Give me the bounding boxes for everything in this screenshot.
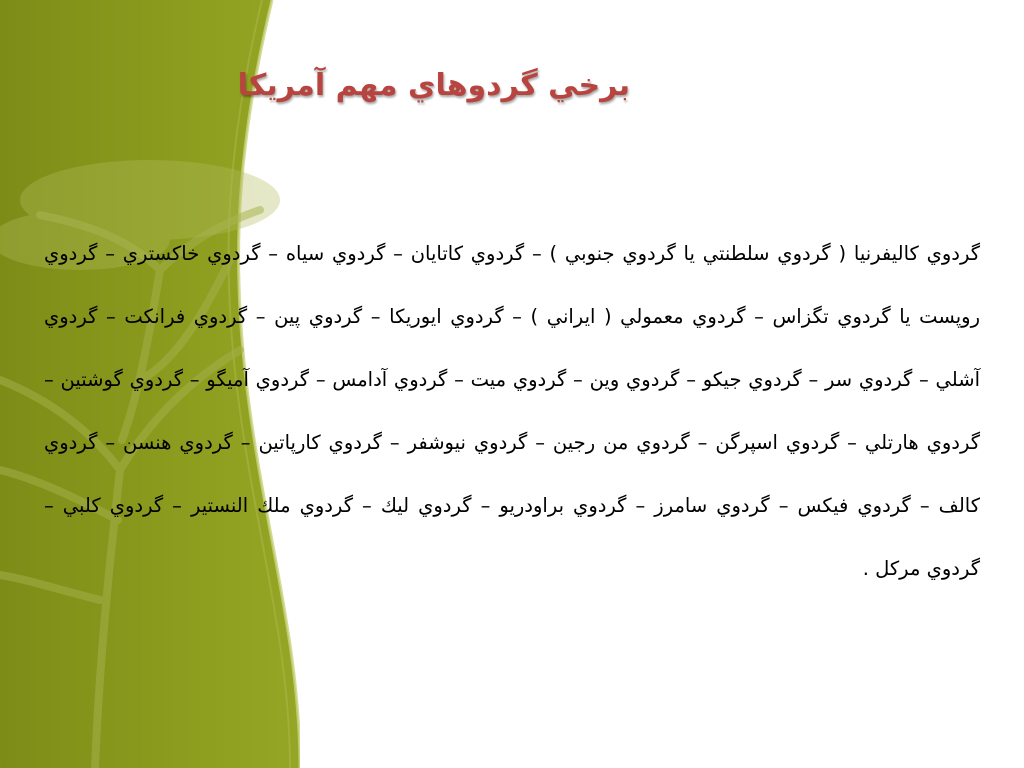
- walnut-varieties-paragraph: گردوي كاليفرنيا ( گردوي سلطنتي يا گردوي جنوبي ) – گردوي كاتايان – گردوي سياه – گردوي خاكستري – گردوي روپست يا گردوي تگزاس – گردوي معمولي ( ايراني ) – گردوي ايوريكا – گردوي پين – گردوي فرانكت – گردوي آشلي – گردوي سر – گردوي جيكو – گردوي وين – گردوي ميت – گردوي آدامس – گردوي آميگو – گردوي گوشتين – گردوي هارتلي – گردوي اسپرگن – گردوي من رجين – گردوي نيوشفر – گردوي كارپاتين – گردوي هنسن – گردوي كالف – گردوي فيكس – گردوي سامرز – گردوي براودريو – گردوي ليك – گردوي ملك النستير – گردوي كلبي – گردوي مركل .: [44, 242, 980, 580]
- page-title: برخي گردوهاي مهم آمريكا: [237, 68, 630, 103]
